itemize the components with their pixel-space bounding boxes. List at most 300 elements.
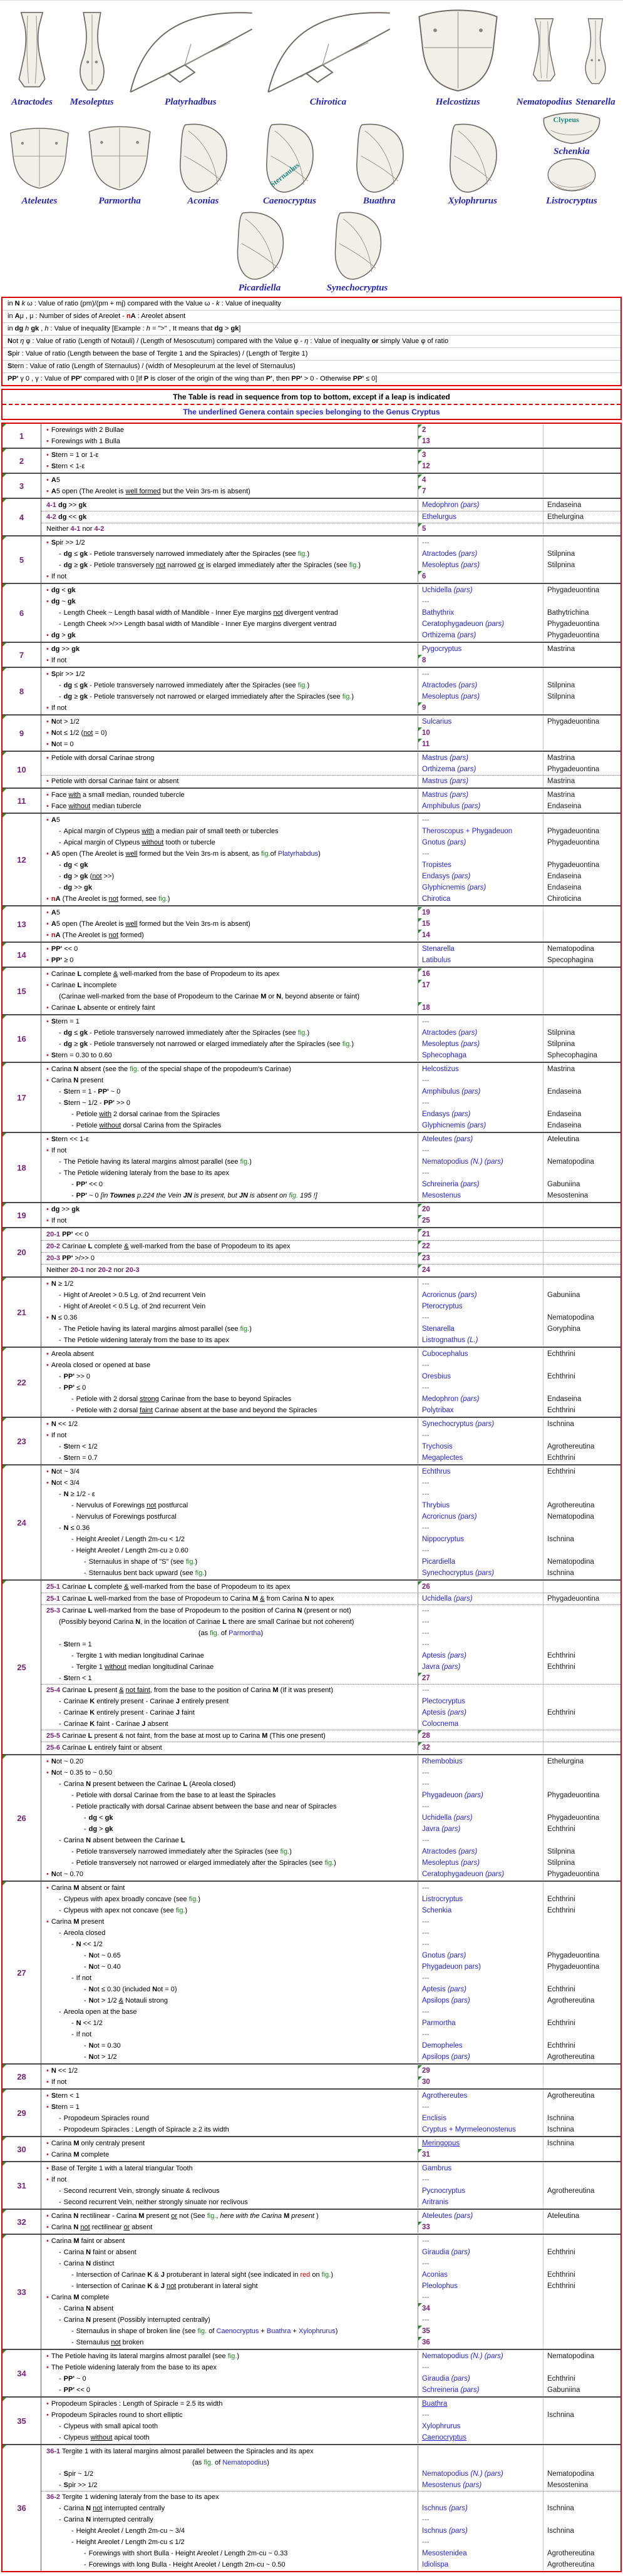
key-line [41,2480,620,2491]
genus-link[interactable]: Synechocryptus (pars) [418,1568,543,1579]
genus-link[interactable]: Atractodes (pars) [418,1027,543,1039]
criterion-text: • Carinae L incomplete [46,982,117,989]
criterion-text: • dg > gk [46,632,76,639]
criterion-text: • Stern < 1-ε [46,463,85,470]
parmortha-figure [83,121,156,196]
genus-link[interactable]: Mesostenus (pars) [418,2480,543,2491]
key-line [41,618,620,630]
result-none: --- [418,1382,543,1393]
subfamily-name: Phygadeuontina [543,826,620,837]
key-line [41,2197,620,2208]
subfamily-name: Agrothereutina [543,1441,620,1452]
genus-link[interactable]: Meringopus [418,2138,543,2149]
criterion-text: - Tergite 1 without median longitudinal Carinae [71,1663,214,1671]
subfamily-name [543,2514,620,2525]
subfamily-name [543,2446,620,2457]
key-line [41,2124,620,2135]
result-none: --- [418,1939,543,1950]
key-line [41,2468,620,2480]
subfamily-name: Echthrini [543,1371,620,1382]
genus-link[interactable]: Uchidella (pars) [418,1812,543,1824]
subfamily-name: Gabuniina [543,1290,620,1301]
criterion-text: - Length Cheek ~ Length basal width of Mandible - Inner Eye margins not divergent ventrad [59,609,338,617]
subfamily-name [543,1581,620,1593]
criterion-text: - Forewings with long Bulla - Height Areolet / Length 2m-cu ~ 0.50 [84,2561,286,2568]
key-line [41,1064,620,1075]
criterion-text: - dg ≤ gk - Petiole transversely narrowed immediately after the Spiracles (see fig.) [59,682,310,689]
genus-link[interactable]: Mastrus (pars) [418,789,543,801]
subfamily-name: Agrothereutina [543,2548,620,2559]
figure-row-3 [3,209,620,294]
subfamily-name: Endaseina [543,1086,620,1097]
genus-link[interactable]: Amphibulus (pars) [418,1086,543,1097]
genus-link[interactable]: Aptesis (pars) [418,1650,543,1661]
key-line [41,2269,620,2281]
genus-link[interactable]: Nematopodius (N.) (pars) [418,2468,543,2480]
genus-link[interactable]: Ischnus (pars) [418,2525,543,2537]
key-line [41,537,620,548]
genus-link[interactable]: Mesoleptus (pars) [418,1039,543,1050]
genus-link[interactable]: Sulcarius [418,716,543,727]
genus-link[interactable]: Orthizema (pars) [418,630,543,641]
key-line [41,1156,620,1167]
subfamily-name: Sphecophagina [543,1050,620,1061]
clypeus-figure [525,110,618,146]
genus-link[interactable]: Echthrus [418,1466,543,1477]
criterion-text: 25-1 Carinae L complete & well-marked from the base of Propodeum to its apex [46,1583,291,1591]
genus-link[interactable]: Agrothereutes [418,2090,543,2101]
criterion-text: • nA (The Areolet is not formed) [46,931,144,939]
subfamily-name: Ischnina [543,2503,620,2514]
subfamily-name [543,1477,620,1489]
genus-link[interactable]: Nippocryptus [418,1534,543,1545]
genus-link[interactable]: Acroricnus (pars) [418,1511,543,1522]
key-line [41,1857,620,1869]
figure-stenarella [573,4,618,108]
criterion-text: - N << 1/2 [71,2019,103,2027]
key-line [41,2559,620,2570]
key-line [41,848,620,860]
subfamily-name: Echthrini [543,2281,620,2292]
result-none: --- [418,2537,543,2548]
genus-link[interactable]: Enclisis [418,2113,543,2124]
result-none: --- [418,1616,543,1628]
subfamily-name [543,702,620,714]
key-row-6 [3,583,620,642]
key-line [41,1778,620,1790]
criterion-text: • A5 [46,909,60,916]
genus-link[interactable]: Mesoleptus (pars) [418,1857,543,1869]
subfamily-name: Echthrini [543,2040,620,2051]
key-row-23 [3,1417,620,1464]
criterion-text: • Carina M absent or faint [46,1884,125,1892]
genus-link[interactable]: Mesostenidea [418,2548,543,2559]
key-line [41,436,620,447]
key-row-14 [3,942,620,967]
subfamily-name [543,2163,620,2174]
genus-link[interactable]: Colocnema [418,1718,543,1730]
subfamily-name: Stilpnina [543,548,620,560]
row-number: 35 [3,2398,41,2444]
nematopodius-figure [522,4,567,97]
genus-link[interactable]: Aptesis (pars) [418,1707,543,1718]
genus-link[interactable]: Chirotica [418,893,543,905]
leap-reference: 25 [418,1215,543,1226]
key-line [41,2314,620,2326]
legend-line-2: in Aμ , μ : Number of sides of Areolet - nA : Areolet absent [3,310,620,323]
genus-link[interactable]: Aptesis (pars) [418,1984,543,1995]
key-line [41,2006,620,2018]
key-line [41,1252,620,1264]
subfamily-name [543,1778,620,1790]
xylophrurus-figure [430,121,516,196]
subfamily-name [543,1241,620,1252]
figure-label-mesoleptus: Mesoleptus [70,97,114,107]
subfamily-name [543,1204,620,1215]
key-line [41,2113,620,2124]
subfamily-name: Endaseina [543,1393,620,1405]
genus-link[interactable]: Oresbius [418,1371,543,1382]
key-line [41,1301,620,1312]
criterion-text: - N ≥ 1/2 - ε [59,1491,95,1498]
genus-link[interactable]: Medophron (pars) [418,500,543,511]
leap-reference: 34 [418,2303,543,2314]
criterion-text: - Petiole transversely narrowed immediately after the Spiracles (see fig.) [71,1848,292,1855]
key-line [41,801,620,812]
subfamily-name: Phygadeuontina [543,764,620,775]
subfamily-name [543,2292,620,2303]
row-number: 3 [3,474,41,498]
subfamily-name: Ischnina [543,1419,620,1430]
criterion-text: - Second recurrent Vein, neither strongly sinuate nor reclivous [59,2199,248,2206]
genus-link[interactable]: Demopheles [418,2040,543,2051]
subfamily-name [543,1939,620,1950]
subfamily-name [543,2076,620,2088]
banner-line-1: The Table is read in sequence from top to bottom, except if a leap is indicated [173,393,450,401]
key-line [41,511,620,523]
result-none: --- [418,2362,543,2373]
figure-label-nematopodius: Nematopodius [516,97,572,107]
genus-link[interactable]: Mastrus (pars) [418,776,543,787]
criterion-text: • A5 [46,816,60,824]
key-line [41,1312,620,1323]
genus-link[interactable]: Atractodes (pars) [418,680,543,691]
genus-link[interactable]: Aritranis [418,2197,543,2208]
genus-link[interactable]: Pygocryptus [418,644,543,655]
subfamily-name: Agrothereutina [543,2185,620,2197]
criterion-text: • Carina N absent (see the fig. of the special shape of the propodeum's Carinae) [46,1065,291,1073]
genus-link[interactable]: Ceratophygadeuon (pars) [418,1869,543,1880]
genus-link[interactable]: Javra (pars) [418,1824,543,1835]
figure-ateleutes [5,121,74,207]
genus-link[interactable]: Ateleutes (pars) [418,1134,543,1145]
genus-link[interactable]: Schenkia [418,1905,543,1916]
criterion-text [41,764,418,775]
criterion-text: - dg ≥ gk - Petiole transversely not narrowed or is elarged immediately after the Spiracles (see fig.) [59,562,361,569]
genus-link[interactable]: Rhembobius [418,1756,543,1767]
result-none: --- [418,2101,543,2113]
genus-link[interactable]: Gnotus (pars) [418,1950,543,1961]
criterion-text: • Not ~ 0.20 [46,1758,83,1765]
criterion-text: - Sternaulus in shape of "S" (see fig.) [84,1558,198,1566]
genus-link[interactable]: Helcostizus [418,1064,543,1075]
leap-reference: 7 [418,486,543,497]
genus-link[interactable]: Mastrus (pars) [418,752,543,764]
figure-row-1 [3,4,620,108]
subfamily-name: Ateleutina [543,1134,620,1145]
key-line [41,1441,620,1452]
leap-reference: 27 [418,1673,543,1684]
figure-label-parmortha: Parmortha [98,196,141,206]
row-number: 24 [3,1465,41,1579]
genus-link[interactable]: Pterocryptus [418,1301,543,1312]
criterion-text: • Not ~ 0.35 to ~ 0.50 [46,1769,113,1777]
key-line [41,1452,620,1464]
criterion-text: - Apical margin of Clypeus without tooth or tubercle [59,839,215,846]
subfamily-name [543,1927,620,1939]
result-empty [418,2491,543,2503]
subfamily-name [543,2337,620,2348]
figure-label-schenkia: Schenkia [553,146,590,157]
genus-link[interactable]: Cryptus + Myrmeleonostenus [418,2124,543,2135]
genus-link[interactable]: Uchidella (pars) [418,585,543,596]
key-row-17 [3,1062,620,1132]
criterion-text: • The Petiole having its lateral margins almost parallel (see fig.) [46,2353,240,2360]
genus-link[interactable]: Ateleutes (pars) [418,2210,543,2222]
criterion-text: • Stern = 1 [46,2103,80,2111]
key-line [41,2525,620,2537]
criterion-text: - Intersection of Carinae K & J protuberant in lateral sight (see indicated in red on fig.) [71,2271,334,2279]
subfamily-name [543,2101,620,2113]
row-number: 9 [3,716,41,751]
key-line [41,461,620,472]
criterion-text: • N << 1/2 [46,2067,78,2075]
criterion-text: • A5 open (The Areolet is well formed but the Vein 3rs-m is absent, as fig.of Platyrhabdus) [46,850,321,858]
genus-link[interactable]: Phygadeuon (pars) [418,1790,543,1801]
criterion-text: - Areola open at the base [59,2008,137,2016]
subfamily-name [543,1730,620,1742]
result-none: --- [418,1916,543,1927]
subfamily-name: Goryphina [543,1323,620,1335]
genus-link[interactable]: Gambrus [418,2163,543,2174]
subfamily-name [543,1767,620,1778]
criterion-text: - PP' << 0 [71,1181,103,1188]
key-line [41,2432,620,2443]
key-line [41,1179,620,1190]
subfamily-name [543,1973,620,1984]
genus-link[interactable]: Mesostenus [418,1190,543,1201]
key-line [41,1995,620,2006]
genus-link[interactable]: Amphibulus (pars) [418,801,543,812]
subfamily-name [543,1718,620,1730]
genus-link[interactable]: Nematopodius (N.) (pars) [418,1156,543,1167]
result-none: --- [418,1927,543,1939]
genus-link[interactable]: Uchidella (pars) [418,1593,543,1604]
leap-reference: 12 [418,461,543,472]
genus-link[interactable]: Medophron (pars) [418,1393,543,1405]
criterion-text: - The Petiole widening lateraly from the base to its apex [59,1169,229,1177]
genus-link[interactable]: Listrocryptus [418,1894,543,1905]
key-line [41,882,620,893]
subfamily-name: Phygadeuontina [543,585,620,596]
key-line [41,1628,620,1639]
key-line [41,1790,620,1801]
subfamily-name: Endaseina [543,871,620,882]
genus-link[interactable]: Cubocephalus [418,1348,543,1360]
result-none: --- [418,1605,543,1616]
criterion-text: - Carina N absent between the Carinae L [59,1837,185,1844]
genus-link[interactable]: Stenarella [418,1323,543,1335]
genus-link[interactable]: Caenocryptus [418,2432,543,2443]
criterion-text: - dg ≤ gk - Petiole transversely narrowed immediately after the Spiracles (see fig.) [59,550,310,558]
subfamily-name [543,918,620,930]
key-line [41,1882,620,1894]
genus-link[interactable]: Glyphicnemis (pars) [418,882,543,893]
key-line [41,1742,620,1753]
genus-link[interactable]: Apsilops (pars) [418,1995,543,2006]
genus-link[interactable]: Xylophrurus [418,2421,543,2432]
key-line [41,2457,620,2468]
result-none: --- [418,2258,543,2269]
subfamily-name [543,1489,620,1500]
criterion-text: • A5 [46,476,60,484]
genus-link[interactable]: Ischnus (pars) [418,2503,543,2514]
genus-link[interactable]: Latibulus [418,955,543,966]
genus-link[interactable]: Mesoleptus (pars) [418,560,543,571]
genus-link[interactable]: Idiolispa [418,2559,543,2570]
criterion-text: • If not [46,1432,67,1439]
genus-link[interactable]: Tropistes [418,860,543,871]
key-line [41,716,620,727]
key-line [41,789,620,801]
row-number: 4 [3,499,41,535]
criterion-text: 36-1 Tergite 1 with its lateral margins almost parallel between the Spiracles and its apex [46,2448,314,2455]
subfamily-name [543,2421,620,2432]
row-number: 30 [3,2137,41,2161]
criterion-text: • Carina M complete [46,2294,110,2301]
subfamily-name [543,2432,620,2443]
genus-link[interactable]: Stenarella [418,943,543,955]
subfamily-name: Specophagina [543,955,620,966]
genus-link[interactable]: Ethelurgus [418,511,543,523]
genus-link[interactable]: Polytribax [418,1405,543,1416]
genus-link[interactable]: Gnotus (pars) [418,837,543,848]
result-none: --- [418,1767,543,1778]
genus-link[interactable]: Picardiella [418,1556,543,1568]
schenkia-figure [525,157,618,196]
genus-link[interactable]: Acroricnus (pars) [418,1290,543,1301]
key-row-19 [3,1202,620,1227]
criterion-text: - Stern = 1 [59,1641,92,1648]
key-line [41,1927,620,1939]
key-line [41,980,620,991]
criterion-text: • Stern = 1 [46,1018,80,1025]
row-number: 13 [3,906,41,942]
subfamily-name: Stilpnina [543,1846,620,1857]
key-line [41,1229,620,1240]
genus-link[interactable]: Javra (pars) [418,1661,543,1673]
clypeus-label: Clypeus [553,115,579,124]
key-row-30 [3,2136,620,2161]
subfamily-name: Endaseina [543,1109,620,1120]
key-row-25 [3,1579,620,1754]
key-line [41,1278,620,1290]
genus-link[interactable]: Giraudia (pars) [418,2373,543,2384]
key-line [41,837,620,848]
genus-link[interactable]: Megaplectes [418,1452,543,1464]
criterion-text: - PP' ≤ 0 [59,1384,86,1392]
genus-link[interactable]: Apsilops (pars) [418,2051,543,2063]
key-line [41,1323,620,1335]
genus-link[interactable]: Schreineria (pars) [418,2384,543,2396]
criterion-text: - Petiole transversely not narrowed or elarged immediately after the Spiracles (see fig.) [71,1859,336,1867]
genus-link[interactable]: Synechocryptus (pars) [418,1419,543,1430]
genus-link[interactable]: Atractodes (pars) [418,1846,543,1857]
genus-link[interactable]: Parmortha [418,2018,543,2029]
genus-link[interactable]: Trychosis [418,1441,543,1452]
genus-link[interactable]: Phygadeuon pars) [418,1961,543,1973]
genus-link[interactable]: Glyphicnemis (pars) [418,1120,543,1131]
criterion-text: - If not [71,1974,92,1982]
genus-link[interactable]: Giraudia (pars) [418,2247,543,2258]
ateleutes-figure [5,121,74,196]
genus-link[interactable]: Aconias [418,2269,543,2281]
subfamily-name [543,1097,620,1109]
key-row-12 [3,813,620,905]
key-line [41,1869,620,1880]
result-none: --- [418,1639,543,1650]
criterion-text: 25-6 Carinae L entirely faint or absent [46,1744,162,1752]
genus-link[interactable]: Atractodes (pars) [418,548,543,560]
aconias-figure [165,121,240,196]
criterion-text: 20-1 PP' << 0 [46,1231,89,1238]
criterion-text: - Carinae K entirely present - Carinae J faint [59,1709,195,1716]
genus-link[interactable]: Ceratophygadeuon (pars) [418,618,543,630]
key-line [41,1134,620,1145]
criterion-text: - Carinae K faint - Carinae J absent [59,1720,168,1728]
subfamily-name [543,537,620,548]
figure-label-listrocryptus: Listrocryptus [546,196,597,206]
genus-link[interactable]: Endasys (pars) [418,871,543,882]
criterion-text: - Not > 1/2 [84,2053,117,2061]
genus-link[interactable]: Listrognathus (L.) [418,1335,543,1346]
genus-link[interactable]: Orthizema (pars) [418,764,543,775]
genus-link[interactable]: Theroscopus + Phygadeuon [418,826,543,837]
leap-reference: 18 [418,1002,543,1013]
key-line [41,775,620,787]
figure-label-caenocryptus: Caenocryptus [262,196,316,206]
subfamily-name [543,486,620,497]
genus-link[interactable]: Thrybius [418,1500,543,1511]
genus-link[interactable]: Buathra [418,2398,543,2409]
criterion-text: - Apical margin of Clypeus with a median pair of small teeth or tubercles [59,828,279,835]
genus-link[interactable]: Mesoleptus (pars) [418,691,543,702]
genus-link[interactable]: Endasys (pars) [418,1109,543,1120]
criterion-text: • N ≥ 1/2 [46,1280,74,1288]
genus-link[interactable]: Plectocryptus [418,1696,543,1707]
key-line [41,1109,620,1120]
genus-link[interactable]: Sphecophaga [418,1050,543,1061]
key-line [41,1581,620,1593]
row-number: 1 [3,424,41,448]
genus-link[interactable]: Bathythrix [418,607,543,618]
genus-link[interactable]: Schreineria (pars) [418,1179,543,1190]
genus-link[interactable]: Nematopodius (N.) (pars) [418,2351,543,2362]
genus-link[interactable]: Pycnocryptus [418,2185,543,2197]
subfamily-name [543,2258,620,2269]
genus-link[interactable]: Pleolophus [418,2281,543,2292]
criterion-text: - PP' ~ 0 [59,2375,86,2383]
